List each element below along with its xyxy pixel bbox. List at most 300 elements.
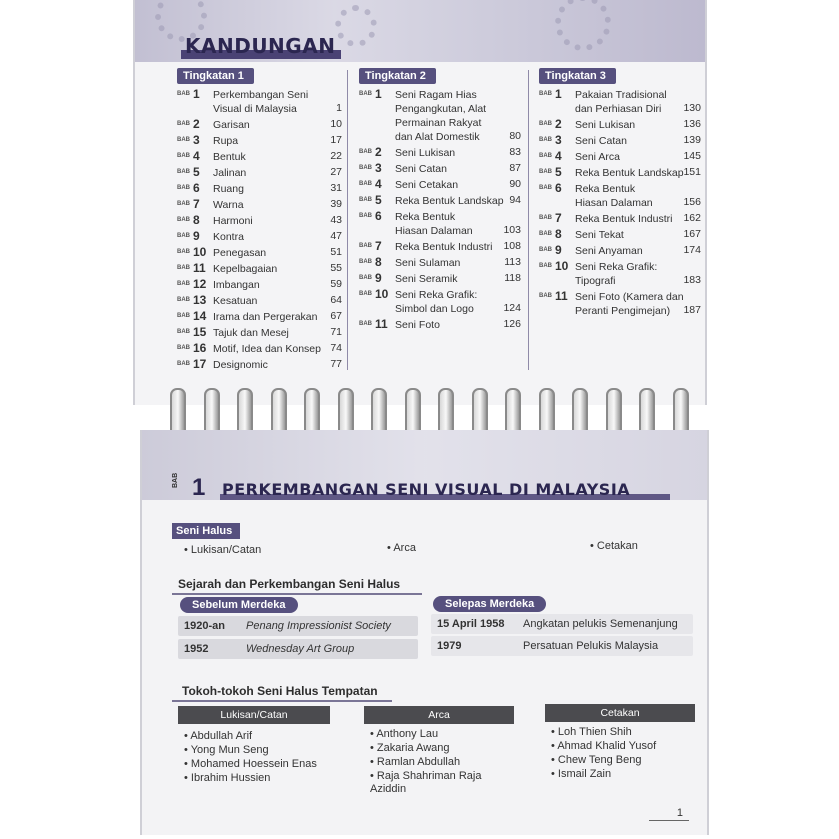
- toc-chapter-number: 2: [555, 117, 562, 131]
- toc-entry[interactable]: [359, 193, 521, 209]
- toc-title-line: Ruang: [213, 183, 244, 195]
- toc-page-number: 187: [683, 304, 701, 316]
- toc-title-line: Harmoni: [213, 215, 253, 227]
- toc-bab-label: BAB: [177, 91, 190, 97]
- toc-page-number: 10: [330, 118, 342, 130]
- toc-chapter-title: [575, 290, 684, 318]
- toc-chapter-title: [395, 194, 504, 208]
- toc-chapter-number: 4: [193, 149, 200, 163]
- artist-name: Ibrahim Hussien: [190, 772, 271, 784]
- toc-title-line: Motif, Idea dan Konsep: [213, 343, 321, 355]
- artist-list-arca: [370, 728, 510, 797]
- toc-chapter-title: [395, 318, 440, 332]
- toc-bab-label: BAB: [359, 213, 372, 219]
- toc-title-line: Reka Bentuk Industri: [395, 241, 493, 253]
- toc-chapter-number: 5: [555, 165, 562, 179]
- toc-entry[interactable]: [359, 255, 521, 271]
- toc-entry[interactable]: [539, 181, 701, 211]
- toc-chapter-title: [575, 166, 684, 180]
- toc-bab-label: BAB: [359, 181, 372, 187]
- toc-chapter-number: 11: [375, 317, 388, 331]
- toc-page-number: 17: [330, 134, 342, 146]
- seni-halus-item: • Cetakan: [590, 540, 638, 552]
- toc-title-line: Imbangan: [213, 279, 260, 291]
- toc-bab-label: BAB: [177, 281, 190, 287]
- toc-entry[interactable]: [177, 165, 342, 181]
- toc-bab-label: BAB: [539, 247, 552, 253]
- toc-entry[interactable]: [539, 165, 701, 181]
- toc-page-number: 113: [504, 256, 521, 268]
- toc-bab-label: BAB: [359, 321, 372, 327]
- toc-chapter-number: 10: [375, 287, 389, 301]
- toc-bab-label: BAB: [539, 263, 552, 269]
- toc-title-line: Seni Arca: [575, 151, 620, 163]
- toc-column-tingkatan-1: [177, 66, 342, 373]
- toc-title-line: Seni Cetakan: [395, 179, 459, 191]
- toc-column-tingkatan-2: [359, 66, 521, 333]
- sejarah-heading: Sejarah dan Perkembangan Seni Halus: [178, 577, 401, 591]
- toc-entry[interactable]: [177, 245, 342, 261]
- toc-title-line: Seni Sulaman: [395, 257, 461, 269]
- artist-name: Ahmad Khalid Yusof: [557, 740, 657, 752]
- toc-chapter-number: 14: [193, 309, 207, 323]
- bullet-icon: •: [370, 742, 377, 754]
- toc-page-number: 139: [683, 134, 701, 146]
- toc-bab-label: BAB: [539, 137, 552, 143]
- toc-chapter-title: [395, 88, 486, 144]
- toc-page-number: 174: [683, 244, 701, 256]
- chapter-number: 1: [192, 474, 206, 501]
- toc-bab-label: BAB: [177, 313, 190, 319]
- toc-bab-label: BAB: [177, 185, 190, 191]
- toc-bab-label: BAB: [177, 361, 190, 367]
- toc-chapter-number: 2: [375, 145, 382, 159]
- toc-chapter-number: 12: [193, 277, 207, 291]
- toc-title-line: Seni Catan: [395, 163, 447, 175]
- artist-name: Ismail Zain: [557, 768, 612, 780]
- toc-title-line: Seni Catan: [575, 135, 627, 147]
- gear-decoration-icon: [335, 5, 377, 47]
- artist-name: Raja Shahriman Raja Aziddin: [370, 770, 482, 795]
- toc-bab-label: BAB: [177, 329, 190, 335]
- toc-chapter-title: [213, 230, 244, 244]
- toc-entry[interactable]: [177, 181, 342, 197]
- toc-bab-label: BAB: [359, 275, 372, 281]
- timeline-event: Angkatan pelukis Semenanjung: [523, 618, 678, 630]
- timeline-event: Wednesday Art Group: [246, 643, 355, 655]
- toc-chapter-number: 9: [375, 271, 382, 285]
- toc-chapter-number: 13: [193, 293, 207, 307]
- seni-halus-item: • Arca: [387, 542, 416, 554]
- toc-title-line: Seni Anyaman: [575, 245, 643, 257]
- bullet-icon: •: [551, 726, 558, 738]
- timeline-date: 15 April 1958: [437, 618, 505, 630]
- toc-chapter-title: [575, 118, 635, 132]
- artist-item: [370, 770, 510, 796]
- toc-entry[interactable]: [539, 289, 701, 319]
- toc-bab-label: BAB: [177, 233, 190, 239]
- timeline-event: Persatuan Pelukis Malaysia: [523, 640, 659, 652]
- toc-title-line: Rupa: [213, 135, 239, 147]
- toc-entry[interactable]: [359, 145, 521, 161]
- toc-chapter-title: [213, 358, 268, 372]
- toc-title-line: Seni Tekat: [575, 229, 624, 241]
- toc-page-number: 59: [330, 278, 342, 290]
- toc-chapter-number: 17: [193, 357, 207, 371]
- bullet-icon: •: [184, 758, 191, 770]
- toc-title-line: Irama dan Pergerakan: [213, 311, 318, 323]
- bullet-icon: •: [551, 754, 558, 766]
- toc-chapter-title: [395, 146, 455, 160]
- toc-chapter-number: 11: [193, 261, 206, 275]
- toc-title-line: Permainan Rakyat: [395, 117, 482, 129]
- chapter-page: [140, 430, 709, 835]
- toc-column-heading: Tingkatan 1: [177, 68, 254, 84]
- tokoh-heading-line: [172, 700, 392, 702]
- artist-item: [551, 726, 691, 739]
- toc-chapter-number: 8: [193, 213, 200, 227]
- toc-bab-label: BAB: [539, 91, 552, 97]
- toc-bab-label: BAB: [539, 169, 552, 175]
- page-number-line: [649, 820, 689, 821]
- toc-chapter-title: [395, 210, 473, 238]
- toc-entry[interactable]: [177, 293, 342, 309]
- toc-bab-label: BAB: [539, 185, 552, 191]
- artist-item: [551, 768, 691, 781]
- column-divider: [347, 70, 348, 370]
- toc-page-number: 55: [330, 262, 342, 274]
- toc-title-line: Penegasan: [213, 247, 267, 259]
- toc-bab-label: BAB: [177, 249, 190, 255]
- toc-bab-label: BAB: [539, 231, 552, 237]
- toc-column-heading: Tingkatan 3: [539, 68, 616, 84]
- seni-halus-item: • Lukisan/Catan: [184, 544, 262, 556]
- toc-bab-label: BAB: [177, 137, 190, 143]
- toc-entry[interactable]: [539, 117, 701, 133]
- artist-name: Chew Teng Beng: [557, 754, 642, 766]
- toc-entry[interactable]: [359, 287, 521, 317]
- toc-chapter-title: [395, 178, 458, 192]
- toc-bab-label: BAB: [177, 345, 190, 351]
- toc-entry[interactable]: [359, 161, 521, 177]
- toc-title-line: Perkembangan Seni: [213, 89, 309, 101]
- toc-page-number: 51: [330, 246, 342, 258]
- timeline-date: 1952: [184, 643, 209, 655]
- toc-chapter-number: 8: [555, 227, 562, 241]
- toc-bab-label: BAB: [177, 217, 190, 223]
- toc-chapter-title: [213, 262, 277, 276]
- toc-bab-label: BAB: [359, 243, 372, 249]
- page-title: KANDUNGAN: [185, 34, 336, 58]
- toc-page-number: 94: [509, 194, 521, 206]
- toc-bab-label: BAB: [177, 153, 190, 159]
- toc-column-tingkatan-3: [539, 66, 701, 319]
- toc-chapter-number: 1: [193, 87, 200, 101]
- toc-column-heading: Tingkatan 2: [359, 68, 436, 84]
- toc-chapter-number: 16: [193, 341, 207, 355]
- toc-page-number: 71: [330, 326, 342, 338]
- toc-title-line: Designomic: [213, 359, 268, 371]
- toc-page-number: 145: [683, 150, 701, 162]
- toc-chapter-title: [575, 88, 667, 116]
- toc-page-number: 87: [509, 162, 521, 174]
- toc-page-number: 47: [330, 230, 342, 242]
- toc-bab-label: BAB: [177, 121, 190, 127]
- toc-bab-label: BAB: [359, 149, 372, 155]
- toc-entry[interactable]: [539, 259, 701, 289]
- toc-bab-label: BAB: [177, 201, 190, 207]
- toc-page-number: 80: [509, 130, 521, 142]
- toc-chapter-title: [213, 134, 238, 148]
- bullet-icon: •: [184, 772, 191, 784]
- artist-item: [184, 744, 324, 757]
- toc-chapter-title: [575, 228, 624, 242]
- toc-chapter-number: 9: [193, 229, 200, 243]
- bullet-icon: •: [370, 728, 377, 740]
- toc-chapter-number: 1: [375, 87, 382, 101]
- timeline-date: 1979: [437, 640, 462, 652]
- toc-page-number: 167: [683, 228, 701, 240]
- toc-entry[interactable]: [177, 117, 342, 133]
- toc-title-line: dan Perhiasan Diri: [575, 103, 662, 115]
- toc-title-line: Pakaian Tradisional: [575, 89, 667, 101]
- toc-title-line: Simbol dan Logo: [395, 303, 474, 315]
- group-header-lukisan: Lukisan/Catan: [178, 706, 330, 724]
- toc-chapter-number: 8: [375, 255, 382, 269]
- toc-entry[interactable]: [177, 309, 342, 325]
- toc-entry[interactable]: [177, 87, 342, 117]
- artist-name: Yong Mun Seng: [190, 744, 269, 756]
- toc-title-line: Reka Bentuk Landskap: [575, 167, 684, 179]
- seni-halus-tag: Seni Halus: [172, 523, 240, 539]
- toc-title-line: Visual di Malaysia: [213, 103, 297, 115]
- toc-title-line: Seni Lukisan: [395, 147, 456, 159]
- toc-entry[interactable]: [177, 197, 342, 213]
- toc-chapter-number: 5: [193, 165, 200, 179]
- toc-title-line: Seni Reka Grafik:: [395, 289, 478, 301]
- toc-chapter-number: 6: [375, 209, 382, 223]
- toc-title-line: Reka Bentuk Industri: [575, 213, 673, 225]
- toc-chapter-number: 11: [555, 289, 568, 303]
- toc-chapter-title: [395, 240, 492, 254]
- toc-page-number: 136: [683, 118, 701, 130]
- bullet-icon: •: [370, 770, 377, 782]
- artist-item: [370, 742, 510, 755]
- toc-entry[interactable]: [359, 239, 521, 255]
- toc-entry[interactable]: [359, 87, 521, 145]
- toc-chapter-number: 6: [555, 181, 562, 195]
- toc-page-number: 126: [503, 318, 521, 330]
- artist-item: [370, 728, 510, 741]
- chapter-bab-label: BAB: [172, 472, 179, 488]
- toc-entry[interactable]: [539, 87, 701, 117]
- toc-chapter-number: 1: [555, 87, 562, 101]
- bullet-icon: •: [551, 740, 558, 752]
- toc-chapter-title: [575, 182, 653, 210]
- toc-page-number: 90: [509, 178, 521, 190]
- toc-chapter-number: 7: [375, 239, 382, 253]
- timeline-row: [431, 614, 693, 634]
- toc-chapter-title: [213, 166, 246, 180]
- tokoh-heading: Tokoh-tokoh Seni Halus Tempatan: [182, 684, 378, 698]
- toc-entry[interactable]: [177, 325, 342, 341]
- bullet-icon: •: [184, 730, 191, 742]
- toc-page-number: 118: [504, 272, 521, 284]
- toc-entry[interactable]: [177, 229, 342, 245]
- toc-page-number: 103: [503, 224, 521, 236]
- toc-chapter-title: [213, 88, 308, 116]
- sejarah-heading-line: [172, 593, 422, 595]
- toc-bab-label: BAB: [359, 197, 372, 203]
- toc-entry[interactable]: [177, 133, 342, 149]
- toc-chapter-number: 3: [555, 133, 562, 147]
- toc-entry[interactable]: [177, 149, 342, 165]
- toc-entry[interactable]: [177, 357, 342, 373]
- toc-chapter-number: 3: [375, 161, 382, 175]
- toc-chapter-number: 10: [193, 245, 207, 259]
- toc-title-line: Seni Lukisan: [575, 119, 636, 131]
- toc-page-number: 108: [503, 240, 521, 252]
- toc-chapter-title: [213, 198, 244, 212]
- toc-title-line: Peranti Pengimejan): [575, 305, 671, 317]
- toc-entry[interactable]: [539, 149, 701, 165]
- toc-chapter-title: [213, 150, 246, 164]
- sebelum-merdeka-label: Sebelum Merdeka: [180, 597, 298, 613]
- toc-chapter-title: [213, 214, 253, 228]
- toc-title-line: Reka Bentuk: [395, 211, 456, 223]
- timeline-event: Penang Impressionist Society: [246, 620, 391, 632]
- toc-chapter-title: [213, 310, 317, 324]
- toc-page-number: 162: [683, 212, 701, 224]
- toc-chapter-title: [213, 326, 289, 340]
- toc-entry[interactable]: [177, 213, 342, 229]
- toc-title-line: Kontra: [213, 231, 244, 243]
- toc-entry[interactable]: [359, 317, 521, 333]
- toc-page-number: 31: [330, 182, 342, 194]
- artist-item: [184, 730, 324, 743]
- toc-entry[interactable]: [359, 177, 521, 193]
- artist-name: Loh Thien Shih: [557, 726, 632, 738]
- toc-chapter-number: 6: [193, 181, 200, 195]
- page-number: 1: [676, 807, 683, 819]
- toc-page-number: 124: [503, 302, 521, 314]
- toc-page-number: 64: [330, 294, 342, 306]
- toc-chapter-number: 2: [193, 117, 200, 131]
- timeline-row: [431, 636, 693, 656]
- toc-title-line: Hiasan Dalaman: [395, 225, 473, 237]
- toc-entry[interactable]: [539, 227, 701, 243]
- toc-entry[interactable]: [539, 133, 701, 149]
- toc-chapter-title: [395, 288, 477, 316]
- toc-chapter-title: [575, 134, 627, 148]
- toc-entry[interactable]: [359, 271, 521, 287]
- toc-chapter-number: 5: [375, 193, 382, 207]
- toc-chapter-title: [395, 162, 447, 176]
- toc-page-number: 22: [330, 150, 342, 162]
- artist-list-cetakan: [551, 726, 691, 782]
- artist-name: Ramlan Abdullah: [376, 756, 461, 768]
- toc-chapter-number: 4: [555, 149, 562, 163]
- toc-entry[interactable]: [539, 211, 701, 227]
- toc-entry[interactable]: [359, 209, 521, 239]
- toc-page-number: 39: [330, 198, 342, 210]
- toc-entry[interactable]: [177, 261, 342, 277]
- toc-bab-label: BAB: [177, 265, 190, 271]
- toc-page-number: 77: [330, 358, 342, 370]
- toc-page-number: 1: [336, 102, 342, 114]
- toc-title-line: Kepelbagaian: [213, 263, 278, 275]
- toc-chapter-title: [575, 212, 672, 226]
- toc-entry[interactable]: [539, 243, 701, 259]
- bullet-icon: •: [551, 768, 558, 780]
- toc-title-line: Reka Bentuk: [575, 183, 636, 195]
- column-divider: [528, 70, 529, 370]
- timeline-row: [178, 616, 418, 636]
- toc-bab-label: BAB: [177, 169, 190, 175]
- toc-title-line: Warna: [213, 199, 244, 211]
- artist-item: [184, 772, 324, 785]
- artist-name: Zakaria Awang: [376, 742, 450, 754]
- toc-title-line: Hiasan Dalaman: [575, 197, 653, 209]
- chapter-title: PERKEMBANGAN SENI VISUAL DI MALAYSIA: [222, 480, 631, 499]
- group-header-cetakan: Cetakan: [545, 704, 695, 722]
- timeline-row: [178, 639, 418, 659]
- contents-page: [133, 0, 707, 405]
- selepas-merdeka-label: Selepas Merdeka: [433, 596, 546, 612]
- toc-bab-label: BAB: [359, 91, 372, 97]
- toc-chapter-number: 10: [555, 259, 569, 273]
- toc-chapter-title: [213, 294, 257, 308]
- toc-page-number: 83: [509, 146, 521, 158]
- timeline-date: 1920-an: [184, 620, 225, 632]
- toc-bab-label: BAB: [359, 259, 372, 265]
- toc-page-number: 183: [683, 274, 701, 286]
- toc-chapter-title: [213, 278, 260, 292]
- toc-title-line: Seni Foto: [395, 319, 440, 331]
- toc-bab-label: BAB: [539, 293, 552, 299]
- toc-chapter-title: [395, 256, 460, 270]
- toc-title-line: Garisan: [213, 119, 250, 131]
- toc-bab-label: BAB: [539, 215, 552, 221]
- toc-title-line: Jalinan: [213, 167, 247, 179]
- bullet-icon: •: [370, 756, 377, 768]
- toc-chapter-number: 7: [555, 211, 562, 225]
- toc-page-number: 27: [330, 166, 342, 178]
- toc-bab-label: BAB: [539, 153, 552, 159]
- toc-chapter-title: [213, 118, 250, 132]
- toc-bab-label: BAB: [539, 121, 552, 127]
- toc-entry[interactable]: [177, 277, 342, 293]
- toc-chapter-number: 4: [375, 177, 382, 191]
- toc-title-line: Reka Bentuk Landskap: [395, 195, 504, 207]
- toc-title-line: Tajuk dan Mesej: [213, 327, 289, 339]
- toc-title-line: Seni Ragam Hias: [395, 89, 477, 101]
- toc-entry[interactable]: [177, 341, 342, 357]
- toc-page-number: 67: [330, 310, 342, 322]
- artist-item: [184, 758, 324, 771]
- toc-title-line: Seni Seramik: [395, 273, 458, 285]
- toc-page-number: 151: [683, 166, 701, 178]
- toc-title-line: Seni Reka Grafik:: [575, 261, 658, 273]
- toc-title-line: Seni Foto (Kamera dan: [575, 291, 684, 303]
- artist-name: Mohamed Hoessein Enas: [190, 758, 317, 770]
- artist-name: Anthony Lau: [376, 728, 439, 740]
- artist-list-lukisan: [184, 730, 324, 786]
- artist-item: [551, 740, 691, 753]
- toc-chapter-title: [213, 342, 321, 356]
- toc-chapter-title: [213, 182, 244, 196]
- toc-title-line: Kesatuan: [213, 295, 258, 307]
